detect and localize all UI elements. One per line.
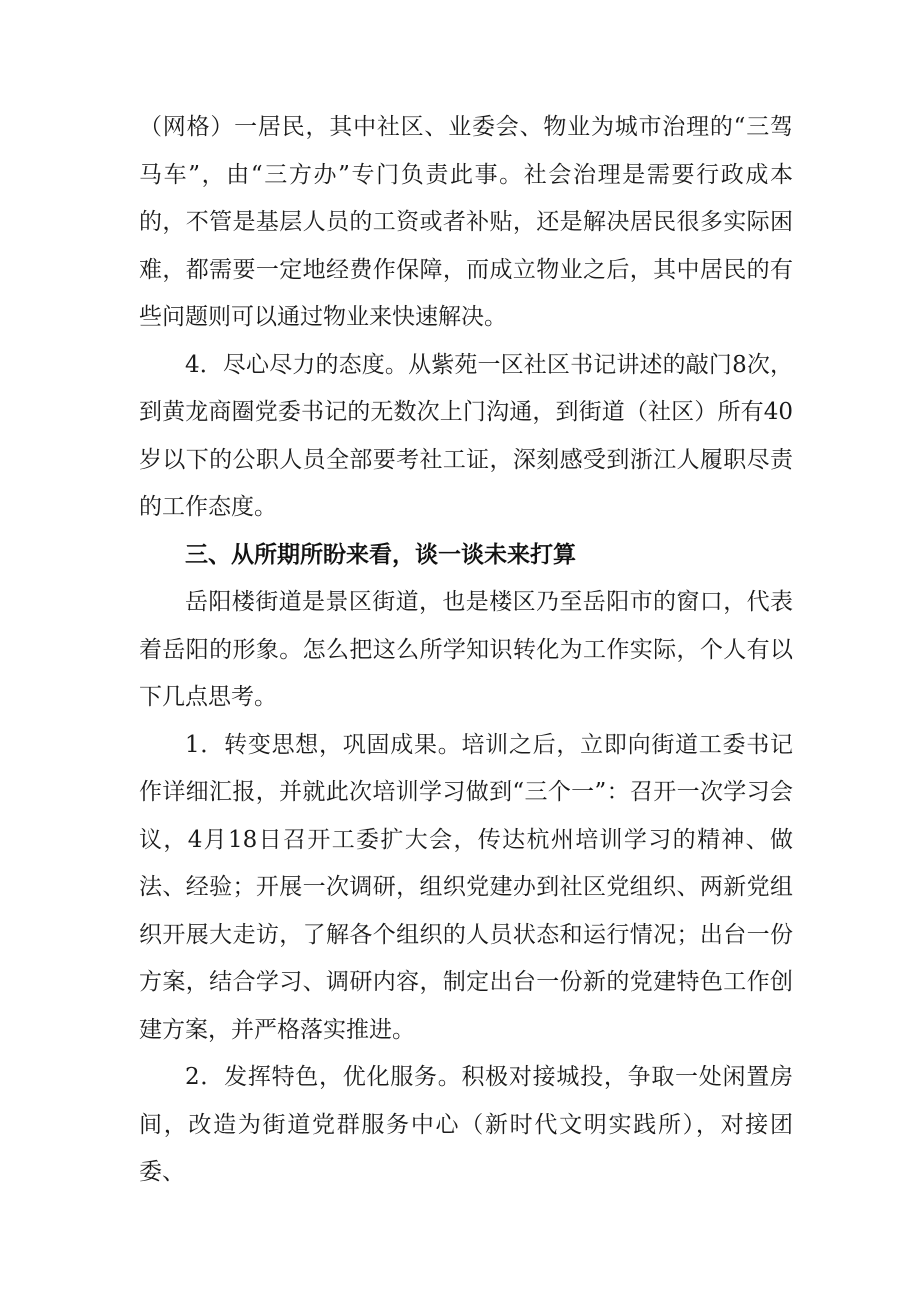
paragraph-intro: 岳阳楼街道是景区街道，也是楼区乃至岳阳市的窗口，代表着岳阳的形象。怎么把这么所学知识转化为工作实际，个人有以下几点思考。 xyxy=(139,589,793,710)
paragraph-item-4: 4．尽心尽力的态度。从紫苑一区社区书记讲述的敲门8次，到黄龙商圈党委书记的无数次上门沟通，到街道（社区）所有40岁以下的公职人员全部要考社工证，深刻感受到浙江人履职尽责的工作态度。 xyxy=(139,351,793,520)
document-body xyxy=(139,104,793,1197)
paragraph-continued: （网格）一居民，其中社区、业委会、物业为城市治理的“三驾马车”，由“三方办”专门负责此事。社会治理是需要行政成本的，不管是基层人员的工资或者补贴，还是解决居民很多实际困难，都需要一定地经费作保障，而成立物业之后，其中居民的有些问题则可以通过物业来快速解决。 xyxy=(139,114,793,330)
paragraph-item-2: 2．发挥特色，优化服务。积极对接城投，争取一处闲置房间，改造为街道党群服务中心（新时代文明实践所），对接团委、 xyxy=(139,1064,793,1185)
paragraph-item-1: 1．转变思想，巩固成果。培训之后，立即向街道工委书记作详细汇报，并就此次培训学习做到“三个一”：召开一次学习会议，4月18日召开工委扩大会，传达杭州培训学习的精神、做法、经验；开展一次调研，组织党建办到社区党组织、两新党组织开展大走访，了解各个组织的人员状态和运行情况；出台一份方案，结合学习、调研内容，制定出台一份新的党建特色工作创建方案，并严格落实推进。 xyxy=(139,731,793,1043)
section-heading-3: 三、从所期所盼来看，谈一谈未来打算 xyxy=(185,541,576,568)
